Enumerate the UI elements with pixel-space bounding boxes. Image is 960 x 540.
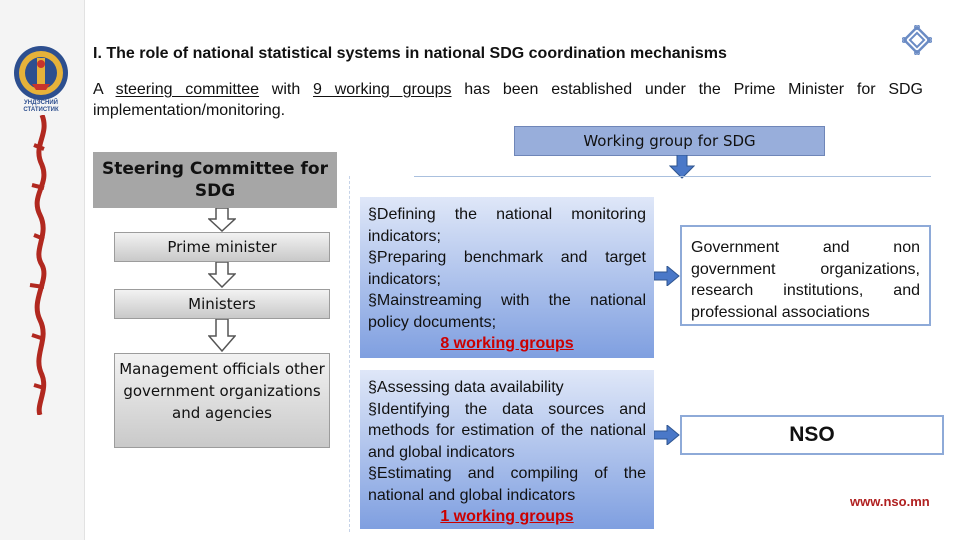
divider-dashed [349,176,350,532]
mongolian-script-graphic [20,115,60,415]
working-group-header: Working group for SDG [514,126,825,156]
government-organizations-box: Government and non government organizations, research institutions, and professional associations [680,225,931,326]
wg2-item: §Identifying the data sources and methods for estimation of the national and global indicators [368,400,646,461]
arrow-down-icon [208,319,236,352]
nso-emblem-logo [10,44,72,102]
working-group-box-1 [360,197,654,358]
subtitle-part: with [259,81,314,98]
management-officials-box: Management officials other government organizations and agencies [114,353,330,448]
subtitle-part: has been established under the Prime Minister for SDG implementation/monitoring. [93,81,924,119]
subtitle-working-groups: 9 working groups [313,81,452,98]
nso-box: NSO [680,415,944,455]
logo-caption: УНДЭСНИЙ СТАТИСТИК [23,100,59,113]
arrow-down-icon [208,208,236,232]
steering-committee-header: Steering Committee for SDG [93,152,337,208]
subtitle-steering-committee: steering committee [115,81,260,98]
divider-line [414,176,931,177]
wg1-item: §Preparing benchmark and target indicators; [368,249,646,288]
wg1-count: 8 working groups [440,335,574,352]
prime-minister-box: Prime minister [114,232,330,262]
page-subtitle [93,79,923,121]
wg2-item: §Assessing data availability [368,379,564,396]
website-url: www.nso.mn [850,494,930,509]
wg2-item: §Estimating and compiling of the national and global indicators [368,465,646,504]
sidebar [0,0,85,540]
wg1-item: §Defining the national monitoring indicators; [368,206,646,245]
ministers-box: Ministers [114,289,330,319]
arrow-down-icon [208,262,236,288]
endless-knot-icon [902,25,932,55]
page-title: I. The role of national statistical systems in national SDG coordination mechanisms [93,45,727,62]
arrow-right-icon [654,266,680,286]
working-group-box-2 [360,370,654,529]
subtitle-part: A [93,81,103,98]
wg2-count: 1 working groups [440,508,574,525]
wg1-item: §Mainstreaming with the national policy documents; [368,292,646,331]
arrow-right-icon [654,425,680,445]
